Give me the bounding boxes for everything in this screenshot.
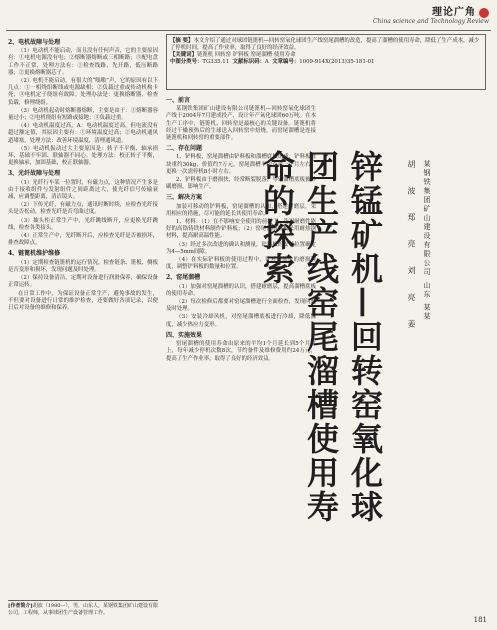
- header-bar: [0, 0, 497, 28]
- paragraph: （3）经过多次改进的确认和测量，铲料板的安装位置确定为4—5mm间隙。: [166, 241, 316, 255]
- article-title: 锌锰矿机—回转窑氧化球团生产线窑尾溜槽使用寿命的探索: [258, 150, 384, 524]
- paragraph: （1）定期检查链篦机的运行情况，检查链条、篦板、侧板是否变形和损坏，发现问题及时处理。: [8, 259, 158, 273]
- paragraph: 窑尾溜槽的使用寿命由原来的平均1个月延长到5个月以上，每年减少停机次数8次，节约备件及维修费用约24万元，提高了生产作业率，取得了良好的经济效益。: [166, 341, 316, 362]
- paragraph: （4）正常生产中，光纤断开后，应检查光纤是否被损坏，排查故障点。: [8, 233, 158, 247]
- keywords-label: 【关键词】: [170, 52, 197, 58]
- author-list: 胡 波 郑 亮 刘 亮 姜: [407, 160, 416, 336]
- keywords-text: 链篦机 回转窑 铲料板 窑尾溜槽 使用寿命: [196, 52, 296, 58]
- heading-maintenance: 4、链篦机维护维修: [8, 250, 61, 258]
- paragraph: 1、铲料板，窑尾溜槽由铲料板和溜槽底板组成，铲料板每块重约30kg，价值约7万元，窑尾溜槽平均寿命一个月左右，更换一次需停机8小时左右。: [166, 154, 316, 175]
- author-affiliation: 某钢铁集团矿山建设有限公司 山东 某某: [423, 160, 431, 322]
- paragraph: （2）下传光纤，有磁力点，通讯时断时续，应检查光纤接头是否松动，检查光纤是否弯曲过度。: [8, 202, 158, 216]
- paragraph: 在日常工作中，为保证设备正常生产，避免事故的发生，不但要对设备进行日常的维护检查，还要做好各项记录，以便日后对设备的维修和保养。: [8, 290, 158, 311]
- paragraph: 2、铲料板由于磨损快，经常断裂脱落，导致溜槽底板被冲刷磨损，影响生产。: [166, 177, 316, 191]
- page-number: 181: [473, 616, 487, 624]
- paragraph: 1、材料：（1）在不影响安全使用的前提下，选用耐磨性能好的高铬铸铁材料制作铲料板；（2）窑尾溜槽底板采用耐热钢材料，提高耐高温性能。: [166, 219, 316, 240]
- paragraph: 加装可移动的铲料板，窑尾溜槽的认知，搭建耐磨层，采用相应的措施，尽可能的延长其使用寿命。: [166, 203, 316, 217]
- paragraph: （2）电机不能启动，有很大的“嗡嗡”声，它的原因有以下几点：①一相绕组断线或电源缺相；②负载过重或传动机构卡死；③电机定子绕组有故障。处理办法是：更换熔断器，检查负载，修理绕组。: [8, 78, 158, 106]
- abstract-box: [166, 34, 486, 90]
- class-label: 中图分类号：: [170, 59, 203, 65]
- paragraph: （1）光纤行车某一位置时，有磁力点，这种情况产生多是由于接收组件与发射组件之间距离过大，使光纤信号传输衰减，应调整距离，清洁镜头。: [8, 179, 158, 201]
- abstract-label: 【摘 要】: [170, 38, 194, 44]
- paragraph: （1）加强对窑尾溜槽的认识，搭建耐磨层，提高溜槽底板的使用寿命。: [166, 283, 316, 297]
- paragraph: （2）保持设备清洁，定期对设备进行润滑保养，确保设备正常运转。: [8, 275, 158, 289]
- paragraph: （3）抽头柜正常生产中，光纤跳线断开，应更换光纤跳线，检查各类接头。: [8, 217, 158, 231]
- heading-results: 四、实施效果: [166, 331, 203, 339]
- heading-chute: 2、窑尾溜槽: [166, 274, 201, 282]
- paragraph: （2）每次检修后都要对窑尾溜槽进行全面检查，发现问题及时处理。: [166, 299, 316, 313]
- column-left: [8, 36, 158, 616]
- class-code: TG335.11: [202, 59, 230, 65]
- footnote-label: [作者简介]: [8, 603, 33, 609]
- footnote: [8, 600, 158, 616]
- paragraph: （5）电动机振动过大主要原因是：转子不平衡、轴承损坏、基础不牢固、联轴器不同心。处理方法：校正转子平衡，更换轴承，加固基础，校正联轴器。: [8, 145, 158, 167]
- paragraph: （4）在实际铲料板的使用过程中，针对各部位的磨损程度，调整铲料板的数量和位置。: [166, 257, 316, 271]
- paragraph: （4）电动机温度过高，A：电动机温度过高，但电流没有超过额定值，其原因主要有：①环境温度过高；②电动机通风道堵塞。处理方法：改善环境温度，清理通风道。: [8, 123, 158, 144]
- journal-logo-icon: [479, 8, 489, 18]
- heading-intro: 一、前言: [166, 97, 191, 104]
- paragraph: （3）安装冷却风机，对窑尾溜槽底板进行冷却，降低温度，减少热应力变形。: [166, 314, 316, 328]
- paragraph: （3）电动机起动时熔断器熔断，主要是由于：①熔断器容量过小；②电机绕组有短路或接地；③负载过重。: [8, 107, 158, 122]
- heading-fiber-faults: 3、光纤故障与处理: [8, 170, 61, 178]
- header-rule: [6, 30, 491, 31]
- id-code: 1009-914X(2013)35-181-01: [299, 59, 375, 65]
- footnote-text: 胡波（1980—），男，山东人，某钢铁集团矿山建设有限公司，工程师，从事球团生产设备管理工作。: [8, 603, 158, 616]
- heading-motor-faults: 2、电机故障与处理: [8, 39, 61, 46]
- heading-solutions: 三、解决方案: [166, 194, 203, 202]
- running-head: [373, 3, 489, 25]
- abstract-text: 本文介绍了通过对球团链篦机—回转窑氧化球团生产线窑尾溜槽的改造，提高了溜槽的使用寿命，降低了生产成本，减少了停机时间，提高了作业率，取得了良好的经济效益。: [170, 38, 480, 51]
- journal-name-cn: 理论广角: [373, 3, 489, 18]
- heading-problems: 二、存在问题: [166, 145, 203, 153]
- paragraph: （1）电动机不能启动，而且没有任何声音，它的主要原因有：①电机电源没有电；②熔断器熔断或三相断路；③配电盘工作不正常，处理方法有：①检查线路，先开路，低压断路器；②更换熔断器芯子。: [8, 48, 158, 76]
- doc-code: A: [264, 59, 269, 65]
- paragraph: 某钢铁集团矿山建设有限公司链篦机—回转窑氧化球团生产线于2004年7月建成投产，设计年产氧化球团60万吨。在本生产工序中，链篦机、回转窑是最核心的关键设备。链篦机将经过干燥预热后的生球送入回转窑中焙烧，而窑尾溜槽是连接链篦机和回转窑的重要部件。: [166, 106, 316, 142]
- doc-label: 文献标识码：: [232, 59, 265, 65]
- journal-name-en: China science and Technology Review: [372, 18, 489, 25]
- id-label: 文章编号：: [272, 59, 300, 65]
